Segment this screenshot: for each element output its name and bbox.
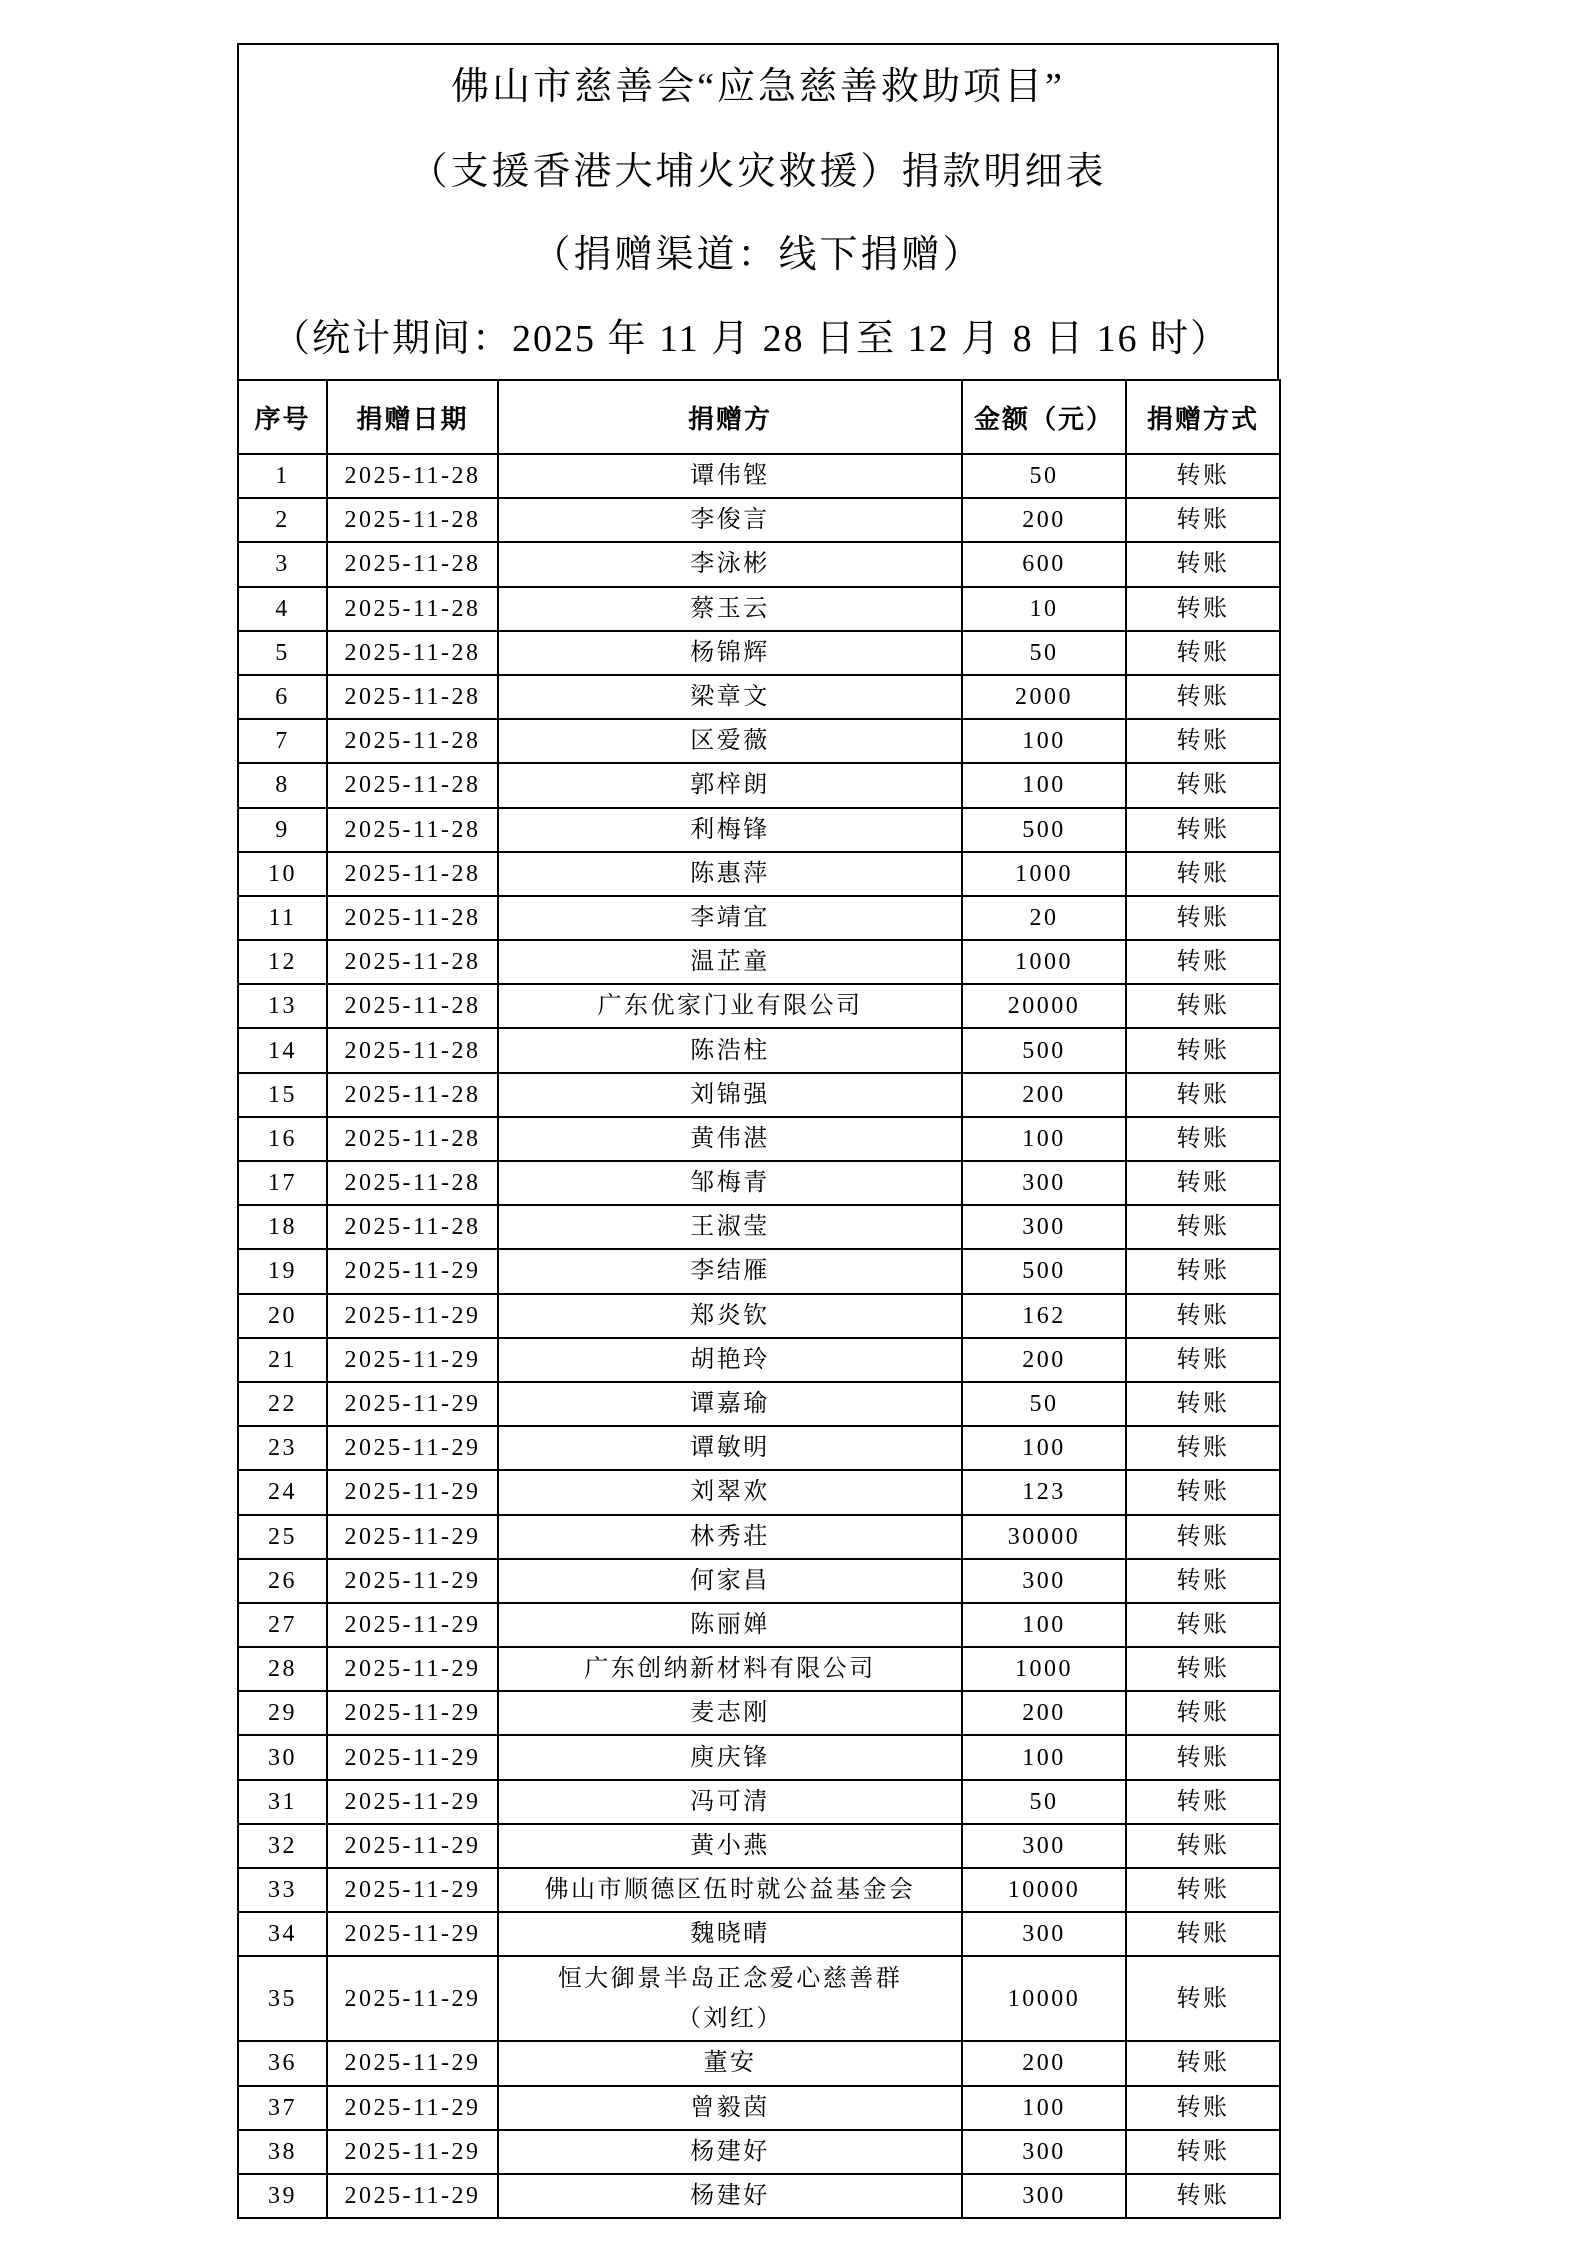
cell-serial-number: 9 — [238, 808, 327, 852]
cell-method: 转账 — [1126, 1735, 1280, 1779]
header-serial-number: 序号 — [238, 380, 327, 454]
cell-method: 转账 — [1126, 1338, 1280, 1382]
cell-donor: 刘翠欢 — [498, 1470, 962, 1514]
cell-donation-date: 2025-11-28 — [327, 984, 498, 1028]
cell-donation-date: 2025-11-28 — [327, 1117, 498, 1161]
cell-method: 转账 — [1126, 1249, 1280, 1293]
cell-donation-date: 2025-11-28 — [327, 1161, 498, 1205]
cell-donor: 陈丽婵 — [498, 1603, 962, 1647]
cell-serial-number: 4 — [238, 587, 327, 631]
cell-donor: 黄小燕 — [498, 1824, 962, 1868]
cell-serial-number: 22 — [238, 1382, 327, 1426]
cell-serial-number: 34 — [238, 1912, 327, 1956]
cell-donation-date: 2025-11-29 — [327, 1647, 498, 1691]
table-row — [238, 454, 1280, 498]
cell-method: 转账 — [1126, 1117, 1280, 1161]
cell-amount: 200 — [962, 1691, 1126, 1735]
cell-method: 转账 — [1126, 1028, 1280, 1072]
table-row — [238, 587, 1280, 631]
cell-amount: 300 — [962, 1161, 1126, 1205]
cell-donor: 李结雁 — [498, 1249, 962, 1293]
table-row — [238, 1249, 1280, 1293]
cell-serial-number: 13 — [238, 984, 327, 1028]
cell-amount: 100 — [962, 719, 1126, 763]
cell-serial-number: 37 — [238, 2086, 327, 2130]
table-row — [238, 719, 1280, 763]
cell-donor: 王淑莹 — [498, 1205, 962, 1249]
cell-method: 转账 — [1126, 1073, 1280, 1117]
cell-donor: 利梅锋 — [498, 808, 962, 852]
cell-amount: 1000 — [962, 940, 1126, 984]
cell-amount: 100 — [962, 1735, 1126, 1779]
cell-serial-number: 16 — [238, 1117, 327, 1161]
cell-donation-date: 2025-11-28 — [327, 719, 498, 763]
cell-serial-number: 32 — [238, 1824, 327, 1868]
cell-donor: 温芷童 — [498, 940, 962, 984]
cell-donor: 邹梅青 — [498, 1161, 962, 1205]
table-row — [238, 1868, 1280, 1912]
cell-amount: 50 — [962, 631, 1126, 675]
cell-method: 转账 — [1126, 1647, 1280, 1691]
table-row — [238, 1470, 1280, 1514]
cell-donation-date: 2025-11-29 — [327, 1338, 498, 1382]
table-row — [238, 1028, 1280, 1072]
cell-method: 转账 — [1126, 587, 1280, 631]
cell-donation-date: 2025-11-29 — [327, 1603, 498, 1647]
cell-donor: 佛山市顺德区伍时就公益基金会 — [498, 1868, 962, 1912]
table-header-row — [238, 380, 1280, 454]
table-row — [238, 1691, 1280, 1735]
cell-method: 转账 — [1126, 763, 1280, 807]
cell-donor: 刘锦强 — [498, 1073, 962, 1117]
cell-donor: 区爱薇 — [498, 719, 962, 763]
cell-amount: 50 — [962, 1780, 1126, 1824]
cell-donor: 李俊言 — [498, 498, 962, 542]
cell-donor: 杨建好 — [498, 2130, 962, 2174]
cell-donor: 广东创纳新材料有限公司 — [498, 1647, 962, 1691]
table-row — [238, 763, 1280, 807]
cell-donation-date: 2025-11-29 — [327, 1691, 498, 1735]
header-donation-date: 捐赠日期 — [327, 380, 498, 454]
cell-donation-date: 2025-11-29 — [327, 1912, 498, 1956]
cell-donor: 李泳彬 — [498, 542, 962, 586]
cell-donation-date: 2025-11-29 — [327, 1515, 498, 1559]
cell-donation-date: 2025-11-29 — [327, 1249, 498, 1293]
cell-donation-date: 2025-11-29 — [327, 2041, 498, 2085]
cell-method: 转账 — [1126, 1294, 1280, 1338]
cell-donor: 曾毅茵 — [498, 2086, 962, 2130]
cell-serial-number: 12 — [238, 940, 327, 984]
cell-method: 转账 — [1126, 498, 1280, 542]
cell-donation-date: 2025-11-28 — [327, 940, 498, 984]
cell-donor: 陈惠萍 — [498, 852, 962, 896]
cell-donation-date: 2025-11-28 — [327, 587, 498, 631]
cell-method: 转账 — [1126, 542, 1280, 586]
cell-amount: 300 — [962, 2174, 1126, 2218]
cell-amount: 10000 — [962, 1868, 1126, 1912]
header-amount: 金额（元） — [962, 380, 1126, 454]
cell-donor: 郭梓朗 — [498, 763, 962, 807]
cell-method: 转账 — [1126, 1205, 1280, 1249]
cell-method: 转账 — [1126, 1868, 1280, 1912]
cell-donor — [498, 1956, 962, 2041]
cell-serial-number: 19 — [238, 1249, 327, 1293]
cell-donation-date: 2025-11-29 — [327, 1294, 498, 1338]
cell-donation-date: 2025-11-28 — [327, 454, 498, 498]
table-body — [238, 454, 1280, 2218]
cell-amount: 123 — [962, 1470, 1126, 1514]
cell-serial-number: 1 — [238, 454, 327, 498]
cell-donor: 梁章文 — [498, 675, 962, 719]
title-line-3-channel: （捐赠渠道：线下捐赠） — [532, 234, 984, 276]
cell-serial-number: 6 — [238, 675, 327, 719]
cell-donor: 李靖宜 — [498, 896, 962, 940]
cell-amount: 30000 — [962, 1515, 1126, 1559]
cell-donation-date: 2025-11-28 — [327, 808, 498, 852]
cell-serial-number: 25 — [238, 1515, 327, 1559]
cell-donation-date: 2025-11-29 — [327, 1956, 498, 2041]
table-row — [238, 1824, 1280, 1868]
cell-donation-date: 2025-11-28 — [327, 763, 498, 807]
table-row — [238, 1205, 1280, 1249]
cell-amount: 300 — [962, 1205, 1126, 1249]
cell-donation-date: 2025-11-28 — [327, 1028, 498, 1072]
cell-donation-date: 2025-11-28 — [327, 542, 498, 586]
table-row — [238, 896, 1280, 940]
cell-serial-number: 38 — [238, 2130, 327, 2174]
cell-method: 转账 — [1126, 631, 1280, 675]
cell-amount: 100 — [962, 763, 1126, 807]
cell-serial-number: 3 — [238, 542, 327, 586]
cell-method: 转账 — [1126, 719, 1280, 763]
cell-donor: 陈浩柱 — [498, 1028, 962, 1072]
cell-amount: 500 — [962, 1028, 1126, 1072]
cell-amount: 1000 — [962, 1647, 1126, 1691]
cell-amount: 20 — [962, 896, 1126, 940]
cell-amount: 50 — [962, 454, 1126, 498]
cell-serial-number: 15 — [238, 1073, 327, 1117]
cell-serial-number: 36 — [238, 2041, 327, 2085]
cell-donation-date: 2025-11-29 — [327, 1780, 498, 1824]
cell-method: 转账 — [1126, 1912, 1280, 1956]
cell-amount: 500 — [962, 1249, 1126, 1293]
cell-method: 转账 — [1126, 1426, 1280, 1470]
donation-sheet — [237, 43, 1279, 2219]
cell-method: 转账 — [1126, 2086, 1280, 2130]
cell-amount: 50 — [962, 1382, 1126, 1426]
table-row — [238, 2086, 1280, 2130]
cell-method: 转账 — [1126, 808, 1280, 852]
table-row — [238, 542, 1280, 586]
cell-donation-date: 2025-11-28 — [327, 631, 498, 675]
cell-donation-date: 2025-11-28 — [327, 852, 498, 896]
cell-method: 转账 — [1126, 454, 1280, 498]
cell-method: 转账 — [1126, 984, 1280, 1028]
cell-donor: 蔡玉云 — [498, 587, 962, 631]
table-row — [238, 1603, 1280, 1647]
cell-donor: 庾庆锋 — [498, 1735, 962, 1779]
cell-serial-number: 21 — [238, 1338, 327, 1382]
cell-donor: 黄伟湛 — [498, 1117, 962, 1161]
cell-method: 转账 — [1126, 1691, 1280, 1735]
cell-method: 转账 — [1126, 1161, 1280, 1205]
table-row — [238, 1117, 1280, 1161]
cell-method: 转账 — [1126, 2041, 1280, 2085]
cell-donor: 胡艳玲 — [498, 1338, 962, 1382]
cell-serial-number: 28 — [238, 1647, 327, 1691]
table-row — [238, 631, 1280, 675]
cell-amount: 200 — [962, 498, 1126, 542]
table-row — [238, 1912, 1280, 1956]
cell-donation-date: 2025-11-29 — [327, 2130, 498, 2174]
cell-serial-number: 39 — [238, 2174, 327, 2218]
table-row — [238, 852, 1280, 896]
cell-amount: 300 — [962, 2130, 1126, 2174]
cell-donation-date: 2025-11-28 — [327, 1073, 498, 1117]
cell-donation-date: 2025-11-29 — [327, 1559, 498, 1603]
cell-amount: 10000 — [962, 1956, 1126, 2041]
title-line-2: （支援香港大埔火灾救援）捐款明细表 — [409, 151, 1107, 193]
cell-method: 转账 — [1126, 2130, 1280, 2174]
cell-serial-number: 26 — [238, 1559, 327, 1603]
cell-method: 转账 — [1126, 1515, 1280, 1559]
cell-donor: 谭嘉瑜 — [498, 1382, 962, 1426]
cell-amount: 300 — [962, 1559, 1126, 1603]
cell-amount: 2000 — [962, 675, 1126, 719]
cell-method: 转账 — [1126, 2174, 1280, 2218]
table-row — [238, 1515, 1280, 1559]
table-row — [238, 1559, 1280, 1603]
cell-donor: 林秀荘 — [498, 1515, 962, 1559]
table-row — [238, 940, 1280, 984]
table-row — [238, 675, 1280, 719]
cell-method: 转账 — [1126, 1780, 1280, 1824]
cell-donation-date: 2025-11-29 — [327, 2174, 498, 2218]
cell-serial-number: 17 — [238, 1161, 327, 1205]
cell-donation-date: 2025-11-28 — [327, 896, 498, 940]
table-row — [238, 1338, 1280, 1382]
cell-donation-date: 2025-11-29 — [327, 2086, 498, 2130]
title-line-1: 佛山市慈善会“应急慈善救助项目” — [451, 66, 1065, 108]
cell-donor: 谭敏明 — [498, 1426, 962, 1470]
cell-donor: 谭伟铿 — [498, 454, 962, 498]
cell-donor: 何家昌 — [498, 1559, 962, 1603]
cell-serial-number: 23 — [238, 1426, 327, 1470]
cell-serial-number: 14 — [238, 1028, 327, 1072]
cell-serial-number: 29 — [238, 1691, 327, 1735]
cell-amount: 20000 — [962, 984, 1126, 1028]
cell-amount: 600 — [962, 542, 1126, 586]
cell-amount: 100 — [962, 1426, 1126, 1470]
cell-amount: 1000 — [962, 852, 1126, 896]
cell-serial-number: 11 — [238, 896, 327, 940]
cell-donor: 广东优家门业有限公司 — [498, 984, 962, 1028]
cell-serial-number: 5 — [238, 631, 327, 675]
cell-donation-date: 2025-11-28 — [327, 1205, 498, 1249]
cell-method: 转账 — [1126, 1382, 1280, 1426]
cell-donor: 冯可清 — [498, 1780, 962, 1824]
cell-amount: 300 — [962, 1824, 1126, 1868]
table-row — [238, 984, 1280, 1028]
cell-amount: 300 — [962, 1912, 1126, 1956]
cell-method: 转账 — [1126, 940, 1280, 984]
donor-name-line-2: （刘红） — [677, 2005, 783, 2032]
cell-serial-number: 2 — [238, 498, 327, 542]
cell-method: 转账 — [1126, 1470, 1280, 1514]
cell-serial-number: 10 — [238, 852, 327, 896]
header-donor: 捐赠方 — [498, 380, 962, 454]
cell-donation-date: 2025-11-29 — [327, 1382, 498, 1426]
header-method: 捐赠方式 — [1126, 380, 1280, 454]
cell-donation-date: 2025-11-29 — [327, 1735, 498, 1779]
cell-method: 转账 — [1126, 1603, 1280, 1647]
cell-donor: 魏晓晴 — [498, 1912, 962, 1956]
cell-serial-number: 7 — [238, 719, 327, 763]
cell-amount: 100 — [962, 1603, 1126, 1647]
cell-donor: 麦志刚 — [498, 1691, 962, 1735]
table-row — [238, 498, 1280, 542]
cell-amount: 100 — [962, 2086, 1126, 2130]
cell-amount: 200 — [962, 2041, 1126, 2085]
cell-method: 转账 — [1126, 1559, 1280, 1603]
table-row — [238, 1647, 1280, 1691]
cell-donor: 董安 — [498, 2041, 962, 2085]
table-row — [238, 1294, 1280, 1338]
cell-donation-date: 2025-11-29 — [327, 1868, 498, 1912]
cell-serial-number: 31 — [238, 1780, 327, 1824]
cell-method: 转账 — [1126, 675, 1280, 719]
cell-serial-number: 24 — [238, 1470, 327, 1514]
table-row — [238, 1073, 1280, 1117]
cell-serial-number: 27 — [238, 1603, 327, 1647]
title-line-4-period: （统计期间：2025 年 11 月 28 日至 12 月 8 日 16 时） — [272, 318, 1231, 360]
cell-serial-number: 8 — [238, 763, 327, 807]
table-row — [238, 1780, 1280, 1824]
donation-table — [237, 379, 1281, 2219]
cell-donor: 郑炎钦 — [498, 1294, 962, 1338]
table-row — [238, 1426, 1280, 1470]
table-row — [238, 808, 1280, 852]
cell-serial-number: 20 — [238, 1294, 327, 1338]
table-row — [238, 1382, 1280, 1426]
cell-donation-date: 2025-11-29 — [327, 1470, 498, 1514]
donor-name-line-1: 恒大御景半岛正念爱心慈善群 — [557, 1965, 903, 1992]
table-row — [238, 2174, 1280, 2218]
cell-method: 转账 — [1126, 896, 1280, 940]
cell-method: 转账 — [1126, 852, 1280, 896]
cell-serial-number: 35 — [238, 1956, 327, 2041]
cell-amount: 162 — [962, 1294, 1126, 1338]
cell-amount: 200 — [962, 1338, 1126, 1382]
table-row — [238, 1735, 1280, 1779]
cell-donation-date: 2025-11-29 — [327, 1426, 498, 1470]
cell-amount: 10 — [962, 587, 1126, 631]
cell-serial-number: 18 — [238, 1205, 327, 1249]
table-row — [238, 2041, 1280, 2085]
table-row — [238, 1161, 1280, 1205]
cell-donation-date: 2025-11-28 — [327, 675, 498, 719]
cell-amount: 100 — [962, 1117, 1126, 1161]
cell-amount: 500 — [962, 808, 1126, 852]
cell-serial-number: 30 — [238, 1735, 327, 1779]
cell-method: 转账 — [1126, 1824, 1280, 1868]
cell-donor: 杨锦辉 — [498, 631, 962, 675]
cell-donation-date: 2025-11-29 — [327, 1824, 498, 1868]
cell-donor: 杨建好 — [498, 2174, 962, 2218]
table-row — [238, 2130, 1280, 2174]
cell-donation-date: 2025-11-28 — [327, 498, 498, 542]
table-row — [238, 1956, 1280, 2041]
cell-method: 转账 — [1126, 1956, 1280, 2041]
cell-serial-number: 33 — [238, 1868, 327, 1912]
title-block — [237, 43, 1279, 379]
cell-amount: 200 — [962, 1073, 1126, 1117]
